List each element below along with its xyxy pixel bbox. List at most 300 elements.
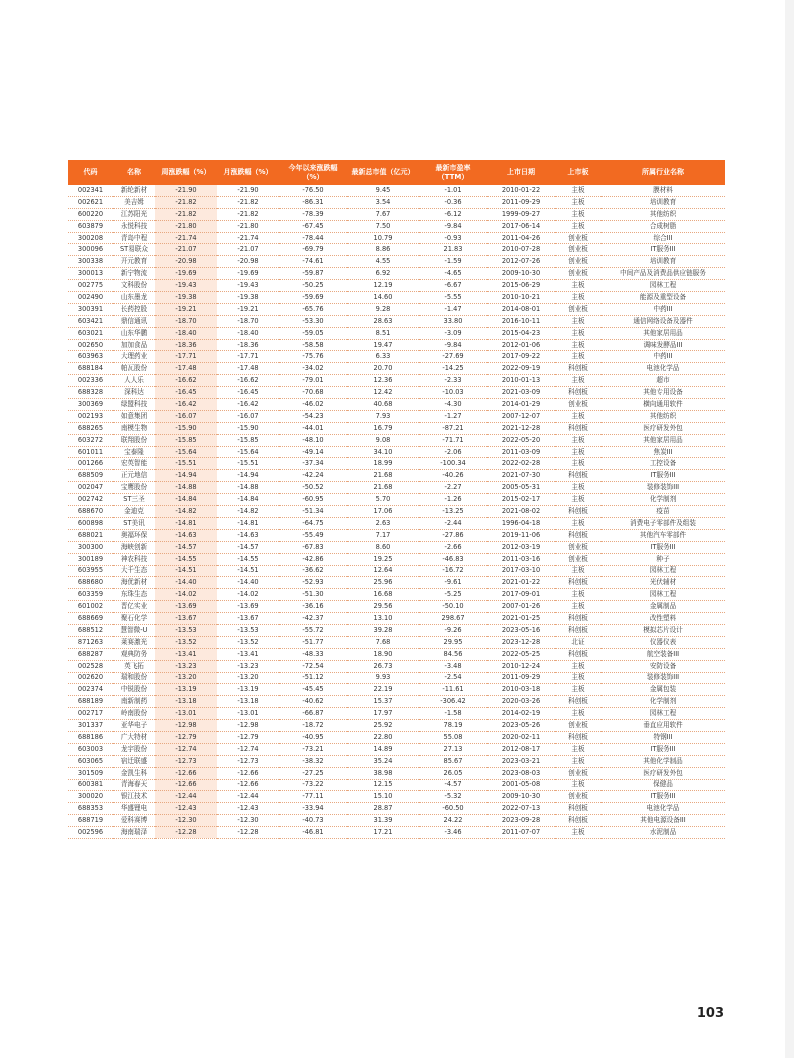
cell-listing-date: 2012-03-19 [487, 541, 555, 553]
cell-monthly-change: -12.73 [217, 755, 279, 767]
cell-market-cap: 20.70 [347, 363, 419, 375]
cell-monthly-change: -15.90 [217, 422, 279, 434]
cell-pe-ttm: 29.95 [419, 636, 487, 648]
table-header-row [68, 160, 725, 185]
cell-weekly-change: -14.84 [155, 494, 217, 506]
cell-board: 科创板 [555, 387, 601, 399]
cell-weekly-change: -16.62 [155, 375, 217, 387]
cell-weekly-change: -21.07 [155, 244, 217, 256]
cell-pe-ttm: -9.61 [419, 577, 487, 589]
cell-name: 永悦科技 [113, 220, 155, 232]
cell-industry: 航空装备III [601, 648, 725, 660]
cell-weekly-change: -13.01 [155, 708, 217, 720]
cell-industry: 其他家居用品 [601, 327, 725, 339]
cell-board: 主板 [555, 339, 601, 351]
cell-board: 主板 [555, 743, 601, 755]
cell-code: 688512 [68, 624, 113, 636]
cell-listing-date: 2015-06-29 [487, 280, 555, 292]
cell-listing-date: 2017-09-22 [487, 351, 555, 363]
cell-name: 加加食品 [113, 339, 155, 351]
cell-listing-date: 2011-09-29 [487, 196, 555, 208]
cell-name: ST美讯 [113, 517, 155, 529]
cell-board: 创业板 [555, 553, 601, 565]
cell-code: 688670 [68, 506, 113, 518]
cell-board: 科创板 [555, 696, 601, 708]
cell-ytd-change: -72.54 [279, 660, 347, 672]
cell-listing-date: 2015-04-23 [487, 327, 555, 339]
cell-weekly-change: -12.43 [155, 803, 217, 815]
cell-monthly-change: -14.51 [217, 565, 279, 577]
cell-industry: 金属制品 [601, 601, 725, 613]
cell-market-cap: 9.08 [347, 434, 419, 446]
cell-listing-date: 2012-01-06 [487, 339, 555, 351]
cell-weekly-change: -19.69 [155, 268, 217, 280]
cell-listing-date: 2010-01-13 [487, 375, 555, 387]
cell-monthly-change: -21.82 [217, 208, 279, 220]
cell-monthly-change: -14.84 [217, 494, 279, 506]
cell-market-cap: 31.39 [347, 815, 419, 827]
cell-listing-date: 2016-10-11 [487, 315, 555, 327]
cell-weekly-change: -16.07 [155, 410, 217, 422]
cell-code: 001266 [68, 458, 113, 470]
cell-name: 大理药业 [113, 351, 155, 363]
table-row [68, 208, 725, 220]
cell-ytd-change: -34.02 [279, 363, 347, 375]
cell-weekly-change: -13.19 [155, 684, 217, 696]
cell-market-cap: 9.93 [347, 672, 419, 684]
cell-listing-date: 2011-03-16 [487, 553, 555, 565]
cell-pe-ttm: -9.84 [419, 220, 487, 232]
cell-listing-date: 2009-10-30 [487, 268, 555, 280]
side-strip [785, 0, 794, 1058]
cell-ytd-change: -42.24 [279, 470, 347, 482]
cell-weekly-change: -12.79 [155, 731, 217, 743]
cell-industry: 安防设备 [601, 660, 725, 672]
cell-code: 603359 [68, 589, 113, 601]
cell-market-cap: 39.28 [347, 624, 419, 636]
cell-market-cap: 19.47 [347, 339, 419, 351]
table-row [68, 577, 725, 589]
cell-pe-ttm: 85.67 [419, 755, 487, 767]
cell-industry: 其他汽车零部件 [601, 529, 725, 541]
cell-listing-date: 2009-10-30 [487, 791, 555, 803]
table-row [68, 696, 725, 708]
page-number: 103 [696, 1006, 724, 1021]
cell-weekly-change: -12.98 [155, 720, 217, 732]
cell-monthly-change: -13.67 [217, 613, 279, 625]
cell-weekly-change: -13.20 [155, 672, 217, 684]
cell-board: 主板 [555, 292, 601, 304]
cell-market-cap: 29.56 [347, 601, 419, 613]
cell-code: 002650 [68, 339, 113, 351]
cell-name: 华盛锂电 [113, 803, 155, 815]
cell-market-cap: 18.90 [347, 648, 419, 660]
cell-ytd-change: -66.87 [279, 708, 347, 720]
cell-listing-date: 1996-04-18 [487, 517, 555, 529]
cell-board: 创业板 [555, 256, 601, 268]
cell-listing-date: 2022-07-13 [487, 803, 555, 815]
cell-monthly-change: -13.53 [217, 624, 279, 636]
cell-pe-ttm: -2.44 [419, 517, 487, 529]
cell-monthly-change: -13.69 [217, 601, 279, 613]
cell-market-cap: 2.63 [347, 517, 419, 529]
cell-code: 300208 [68, 232, 113, 244]
cell-pe-ttm: -50.10 [419, 601, 487, 613]
cell-ytd-change: -40.73 [279, 815, 347, 827]
table-row [68, 565, 725, 577]
cell-industry: 膜材料 [601, 185, 725, 196]
cell-listing-date: 2011-09-29 [487, 672, 555, 684]
cell-weekly-change: -14.63 [155, 529, 217, 541]
cell-listing-date: 2012-07-26 [487, 256, 555, 268]
table-row [68, 720, 725, 732]
cell-pe-ttm: 33.80 [419, 315, 487, 327]
table-row [68, 494, 725, 506]
cell-ytd-change: -54.23 [279, 410, 347, 422]
cell-market-cap: 10.79 [347, 232, 419, 244]
cell-weekly-change: -15.64 [155, 446, 217, 458]
cell-monthly-change: -17.48 [217, 363, 279, 375]
cell-code: 300338 [68, 256, 113, 268]
table-row [68, 743, 725, 755]
cell-name: 南新制药 [113, 696, 155, 708]
cell-weekly-change: -21.90 [155, 185, 217, 196]
cell-name: 慧智微-U [113, 624, 155, 636]
cell-code: 688186 [68, 731, 113, 743]
cell-board: 科创板 [555, 803, 601, 815]
cell-code: 301337 [68, 720, 113, 732]
cell-pe-ttm: -87.21 [419, 422, 487, 434]
cell-market-cap: 7.93 [347, 410, 419, 422]
cell-name: 瑞和股份 [113, 672, 155, 684]
cell-pe-ttm: -306.42 [419, 696, 487, 708]
cell-name: 江苏阳光 [113, 208, 155, 220]
cell-monthly-change: -15.85 [217, 434, 279, 446]
cell-listing-date: 2023-03-21 [487, 755, 555, 767]
cell-pe-ttm: -2.33 [419, 375, 487, 387]
cell-listing-date: 2014-02-19 [487, 708, 555, 720]
cell-weekly-change: -14.40 [155, 577, 217, 589]
cell-weekly-change: -14.02 [155, 589, 217, 601]
cell-name: 正元地信 [113, 470, 155, 482]
cell-market-cap: 35.24 [347, 755, 419, 767]
cell-market-cap: 22.19 [347, 684, 419, 696]
cell-market-cap: 26.73 [347, 660, 419, 672]
cell-board: 主板 [555, 434, 601, 446]
cell-monthly-change: -15.51 [217, 458, 279, 470]
cell-monthly-change: -19.21 [217, 303, 279, 315]
table-row [68, 375, 725, 387]
header-code: 代码 [68, 160, 113, 185]
cell-code: 002528 [68, 660, 113, 672]
cell-ytd-change: -77.11 [279, 791, 347, 803]
cell-ytd-change: -73.22 [279, 779, 347, 791]
cell-board: 创业板 [555, 541, 601, 553]
cell-listing-date: 2015-02-17 [487, 494, 555, 506]
cell-weekly-change: -18.70 [155, 315, 217, 327]
table-row [68, 684, 725, 696]
cell-industry: 特钢III [601, 731, 725, 743]
cell-pe-ttm: -1.58 [419, 708, 487, 720]
cell-market-cap: 6.92 [347, 268, 419, 280]
cell-name: 海峡创新 [113, 541, 155, 553]
cell-weekly-change: -19.38 [155, 292, 217, 304]
cell-name: 南模生物 [113, 422, 155, 434]
cell-listing-date: 2021-03-09 [487, 387, 555, 399]
table-row [68, 767, 725, 779]
cell-ytd-change: -86.31 [279, 196, 347, 208]
cell-market-cap: 14.89 [347, 743, 419, 755]
cell-monthly-change: -21.82 [217, 196, 279, 208]
cell-board: 北证 [555, 636, 601, 648]
cell-name: 如意集团 [113, 410, 155, 422]
cell-ytd-change: -59.87 [279, 268, 347, 280]
cell-industry: 横向通用软件 [601, 399, 725, 411]
cell-listing-date: 2014-01-29 [487, 399, 555, 411]
cell-monthly-change: -21.74 [217, 232, 279, 244]
cell-board: 科创板 [555, 470, 601, 482]
cell-name: 亚华电子 [113, 720, 155, 732]
cell-ytd-change: -38.32 [279, 755, 347, 767]
cell-name: 宝鹰股份 [113, 482, 155, 494]
cell-monthly-change: -14.94 [217, 470, 279, 482]
cell-name: 爱科赛博 [113, 815, 155, 827]
cell-name: ST三圣 [113, 494, 155, 506]
header-pe-ttm: 最新市盈率 （TTM） [419, 160, 487, 185]
cell-weekly-change: -13.41 [155, 648, 217, 660]
cell-monthly-change: -14.63 [217, 529, 279, 541]
cell-industry: 模拟芯片设计 [601, 624, 725, 636]
table-row [68, 660, 725, 672]
cell-name: 英飞拓 [113, 660, 155, 672]
cell-market-cap: 8.51 [347, 327, 419, 339]
cell-listing-date: 2007-01-26 [487, 601, 555, 613]
cell-industry: 其他专用设备 [601, 387, 725, 399]
cell-ytd-change: -59.05 [279, 327, 347, 339]
cell-name: 龙宇股份 [113, 743, 155, 755]
cell-pe-ttm: -1.47 [419, 303, 487, 315]
cell-code: 603963 [68, 351, 113, 363]
cell-board: 主板 [555, 672, 601, 684]
cell-weekly-change: -13.67 [155, 613, 217, 625]
cell-monthly-change: -21.90 [217, 185, 279, 196]
table-row [68, 244, 725, 256]
cell-ytd-change: -40.95 [279, 731, 347, 743]
table-row [68, 363, 725, 375]
cell-industry: 能源及重型设备 [601, 292, 725, 304]
cell-ytd-change: -75.76 [279, 351, 347, 363]
cell-weekly-change: -20.98 [155, 256, 217, 268]
cell-weekly-change: -15.85 [155, 434, 217, 446]
cell-industry: 消费电子零部件及组装 [601, 517, 725, 529]
cell-name: 金迪克 [113, 506, 155, 518]
cell-pe-ttm: -60.50 [419, 803, 487, 815]
cell-industry: IT服务III [601, 470, 725, 482]
cell-pe-ttm: -10.03 [419, 387, 487, 399]
cell-market-cap: 4.55 [347, 256, 419, 268]
cell-monthly-change: -13.52 [217, 636, 279, 648]
cell-pe-ttm: -71.71 [419, 434, 487, 446]
cell-monthly-change: -13.41 [217, 648, 279, 660]
cell-market-cap: 9.28 [347, 303, 419, 315]
cell-board: 主板 [555, 327, 601, 339]
cell-name: 人人乐 [113, 375, 155, 387]
cell-code: 600898 [68, 517, 113, 529]
table-row [68, 458, 725, 470]
header-listing-date: 上市日期 [487, 160, 555, 185]
table-row [68, 601, 725, 613]
table-row [68, 541, 725, 553]
cell-industry: 电池化学品 [601, 363, 725, 375]
cell-industry: 中间产品及消费品供应链服务 [601, 268, 725, 280]
cell-weekly-change: -16.45 [155, 387, 217, 399]
cell-pe-ttm: -40.26 [419, 470, 487, 482]
cell-ytd-change: -51.30 [279, 589, 347, 601]
cell-market-cap: 38.98 [347, 767, 419, 779]
cell-ytd-change: -36.16 [279, 601, 347, 613]
cell-board: 主板 [555, 351, 601, 363]
cell-board: 主板 [555, 565, 601, 577]
cell-name: 莱赛激光 [113, 636, 155, 648]
cell-monthly-change: -13.19 [217, 684, 279, 696]
table-row [68, 351, 725, 363]
cell-listing-date: 2022-05-25 [487, 648, 555, 660]
cell-ytd-change: -27.25 [279, 767, 347, 779]
cell-listing-date: 2019-11-06 [487, 529, 555, 541]
cell-listing-date: 2011-03-09 [487, 446, 555, 458]
cell-ytd-change: -44.01 [279, 422, 347, 434]
cell-pe-ttm: -1.59 [419, 256, 487, 268]
cell-weekly-change: -12.66 [155, 767, 217, 779]
cell-pe-ttm: -1.01 [419, 185, 487, 196]
cell-industry: 电池化学品 [601, 803, 725, 815]
table-row [68, 624, 725, 636]
cell-monthly-change: -18.70 [217, 315, 279, 327]
cell-name: 山东华鹏 [113, 327, 155, 339]
cell-pe-ttm: -0.36 [419, 196, 487, 208]
table-row [68, 185, 725, 196]
cell-listing-date: 2017-06-14 [487, 220, 555, 232]
cell-pe-ttm: -6.67 [419, 280, 487, 292]
cell-board: 科创板 [555, 815, 601, 827]
cell-monthly-change: -12.98 [217, 720, 279, 732]
cell-industry: 其他电源设备III [601, 815, 725, 827]
table-row [68, 613, 725, 625]
cell-ytd-change: -52.93 [279, 577, 347, 589]
cell-weekly-change: -13.53 [155, 624, 217, 636]
cell-board: 主板 [555, 208, 601, 220]
cell-code: 002620 [68, 672, 113, 684]
cell-weekly-change: -14.81 [155, 517, 217, 529]
header-market-cap: 最新总市值（亿元） [347, 160, 419, 185]
cell-industry: 工控设备 [601, 458, 725, 470]
cell-listing-date: 2021-01-25 [487, 613, 555, 625]
cell-weekly-change: -21.74 [155, 232, 217, 244]
cell-market-cap: 25.96 [347, 577, 419, 589]
cell-market-cap: 21.68 [347, 482, 419, 494]
cell-ytd-change: -59.69 [279, 292, 347, 304]
cell-code: 300300 [68, 541, 113, 553]
cell-code: 002596 [68, 827, 113, 839]
cell-market-cap: 12.64 [347, 565, 419, 577]
cell-board: 科创板 [555, 506, 601, 518]
cell-industry: 医疗研发外包 [601, 422, 725, 434]
cell-pe-ttm: -5.25 [419, 589, 487, 601]
cell-industry: 化学制剂 [601, 494, 725, 506]
cell-board: 创业板 [555, 268, 601, 280]
cell-market-cap: 17.97 [347, 708, 419, 720]
cell-monthly-change: -14.02 [217, 589, 279, 601]
cell-code: 002490 [68, 292, 113, 304]
cell-board: 主板 [555, 220, 601, 232]
cell-pe-ttm: -1.26 [419, 494, 487, 506]
cell-weekly-change: -12.44 [155, 791, 217, 803]
cell-code: 688669 [68, 613, 113, 625]
cell-pe-ttm: -4.57 [419, 779, 487, 791]
table-row [68, 410, 725, 422]
cell-industry: IT服务III [601, 244, 725, 256]
cell-code: 688265 [68, 422, 113, 434]
cell-board: 主板 [555, 660, 601, 672]
cell-industry: 疫苗 [601, 506, 725, 518]
cell-name: 海优新材 [113, 577, 155, 589]
cell-listing-date: 2023-05-26 [487, 720, 555, 732]
cell-name: 帕瓦股份 [113, 363, 155, 375]
cell-board: 主板 [555, 601, 601, 613]
cell-monthly-change: -12.79 [217, 731, 279, 743]
cell-name: ST易联众 [113, 244, 155, 256]
cell-ytd-change: -70.68 [279, 387, 347, 399]
cell-ytd-change: -37.34 [279, 458, 347, 470]
cell-code: 688184 [68, 363, 113, 375]
cell-ytd-change: -36.62 [279, 565, 347, 577]
cell-code: 603272 [68, 434, 113, 446]
table-row [68, 280, 725, 292]
cell-ytd-change: -64.75 [279, 517, 347, 529]
cell-industry: 调味发酵品III [601, 339, 725, 351]
cell-weekly-change: -21.80 [155, 220, 217, 232]
cell-board: 主板 [555, 827, 601, 839]
cell-monthly-change: -12.44 [217, 791, 279, 803]
cell-ytd-change: -51.12 [279, 672, 347, 684]
cell-industry: 装修装饰III [601, 482, 725, 494]
cell-weekly-change: -14.51 [155, 565, 217, 577]
table-row [68, 506, 725, 518]
cell-monthly-change: -14.55 [217, 553, 279, 565]
cell-market-cap: 12.19 [347, 280, 419, 292]
cell-name: 青岛中程 [113, 232, 155, 244]
cell-code: 300369 [68, 399, 113, 411]
cell-weekly-change: -14.55 [155, 553, 217, 565]
table-row [68, 589, 725, 601]
cell-pe-ttm: -9.84 [419, 339, 487, 351]
cell-weekly-change: -17.71 [155, 351, 217, 363]
cell-monthly-change: -13.23 [217, 660, 279, 672]
cell-industry: 合成树脂 [601, 220, 725, 232]
table-row [68, 648, 725, 660]
cell-code: 300096 [68, 244, 113, 256]
cell-name: 金凯生科 [113, 767, 155, 779]
cell-ytd-change: -51.34 [279, 506, 347, 518]
cell-industry: 焦炭III [601, 446, 725, 458]
cell-name: 大千生态 [113, 565, 155, 577]
cell-monthly-change: -19.69 [217, 268, 279, 280]
cell-monthly-change: -12.66 [217, 779, 279, 791]
cell-listing-date: 2011-04-26 [487, 232, 555, 244]
header-industry: 所属行业名称 [601, 160, 725, 185]
cell-market-cap: 7.17 [347, 529, 419, 541]
table-row [68, 815, 725, 827]
